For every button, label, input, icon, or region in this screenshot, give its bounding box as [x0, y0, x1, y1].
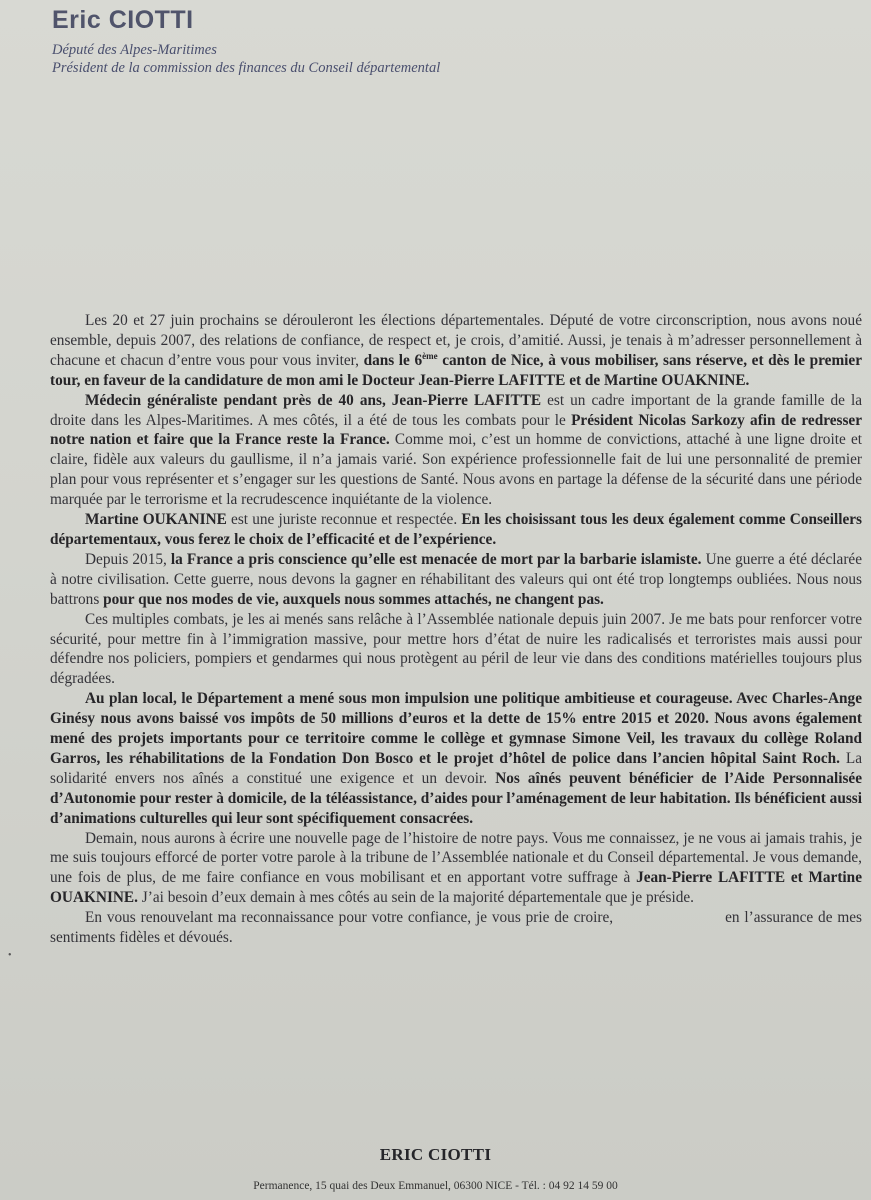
superscript: ème: [422, 350, 438, 361]
bold-text: dans le 6: [363, 351, 423, 369]
bold-text: canton de Nice, à vous mobiliser, sans réserve, et dès le premier tour, en faveur de la candidature de mon ami le Docteur Jean-Pierre LAFITTE et de Martine OUAKNINE.: [50, 351, 863, 389]
paragraph-demain: [50, 829, 862, 909]
paragraph-text: J’ai besoin d’eux demain à mes côtés au sein de la majorité départementale que je préside.: [137, 889, 694, 907]
bold-text: Jean-Pierre LAFITTE et Martine OUAKNINE.: [50, 869, 862, 907]
paragraph-text: Ces multiples combats, je les ai menés sans relâche à l’Assemblée nationale depuis juin 2007. Je me bats pour renforcer votre sécurité, pour mettre fin à l’immigration massive, pour mettre hors d’état de nuire les radicalisés et terroristes mais aussi pour défendre nos policiers, pompiers et gendarmes qui nous protègent au péril de leur vie dans des conditions matérielles toujours plus dégradées.: [50, 610, 862, 688]
letterhead-title-president: Président de la commission des finances du Conseil départemental: [52, 60, 441, 76]
paragraph-oukanine: [50, 510, 862, 550]
footer-address: Permanence, 15 quai des Deux Emmanuel, 06300 NICE - Tél. : 04 92 14 59 00: [253, 1180, 618, 1192]
paragraph-lafitte: [50, 391, 862, 510]
paragraph-2015: [50, 550, 862, 610]
paragraph-text: est un cadre important de la grande famille de la droite dans les Alpes-Maritimes. A mes côtés, il a été de tous les combats pour le: [50, 391, 863, 429]
paragraph-closing: [50, 908, 862, 948]
paragraph-text: En vous renouvelant ma reconnaissance pour votre confiance, je vous prie de croire,: [85, 909, 614, 927]
paragraph-local: [50, 689, 862, 828]
signature-name: ERIC CIOTTI: [379, 1145, 492, 1164]
paragraph-text: en l’assurance de mes sentiments fidèles et dévoués.: [50, 909, 862, 947]
paragraph-combats: [50, 610, 862, 690]
paragraph-text: Demain, nous aurons à écrire une nouvelle page de l’histoire de notre pays. Vous me connaissez, je ne vous ai jamais trahis, je me suis toujours efforcé de porter votre parole à la tribune de l’Assemblée nationale et du Conseil départemental. Je vous demande, une fois de plus, de me faire confiance en vous mobilisant et en apportant votre suffrage à: [50, 829, 862, 887]
bold-text: Au plan local, le Département a mené sous mon impulsion une politique ambitieuse et courageuse. Avec Charles-Ange Ginésy nous avons baissé vos impôts de 50 millions d’euros et la dette de 15% entre 2015 et 2020. Nous avons également mené des projets importants pour ce territoire comme le collège et gymnase Simone Veil, les travaux du collège Roland Garros, les réhabilitations de la Fondation Don Bosco et le projet d’hôtel de police dans l’ancien hôpital Saint Roch.: [50, 690, 862, 767]
paragraph-text: Comme moi, c’est un homme de convictions, attaché à une ligne droite et claire, fidèle aux valeurs du gaullisme, il n’a jamais varié. Son expérience professionnelle fait de lui une personnalité de premier plan pour vous représenter et s’engager sur les questions de Santé. Nous avons en partage la défense de la sécurité dans une période marquée par le terrorisme et la recrudescence inquiétante de la violence.: [50, 431, 862, 509]
bold-text: Président Nicolas Sarkozy afin de redresser notre nation et faire que la France reste la France.: [50, 411, 862, 449]
bold-text: Martine OUKANINE: [85, 511, 227, 529]
bold-text: En les choisissant tous les deux également comme Conseillers départementaux, vous ferez le choix de l’efficacité et de l’expérience.: [50, 511, 862, 548]
paragraph-text: Les 20 et 27 juin prochains se dérouleront les élections départementales. Député de votre circonscription, nous avons noué ensemble, depuis 2007, des relations de confiance, de respect et, je crois, d’amitié. Aussi, je tenais à m’adresser personnellement à chacune et chacun d’entre vous pour vous inviter,: [50, 312, 862, 369]
margin-mark: •: [8, 950, 12, 961]
letterhead-title-deputy: Député des Alpes-Maritimes: [52, 42, 217, 58]
bold-text: pour que nos modes de vie, auxquels nous sommes attachés, ne changent pas.: [103, 590, 604, 608]
bold-text: la France a pris conscience qu’elle est menacée de mort par la barbarie islamiste.: [170, 550, 702, 568]
paragraph-text: est une juriste reconnue et respectée.: [226, 511, 462, 529]
paragraph-intro: [50, 311, 862, 391]
letterhead: [52, 6, 772, 77]
letterhead-name: Eric CIOTTI: [52, 6, 194, 34]
bold-text: Nos aînés peuvent bénéficier de l’Aide Personnalisée d’Autonomie pour rester à domicile, de la téléassistance, d’aides pour l’aménagement de leur habitation. Ils bénéficient aussi d’animations culturelles qui leur sont spécifiquement consacrées.: [50, 769, 862, 827]
bold-text: Médecin généraliste pendant près de 40 ans, Jean-Pierre LAFITTE: [85, 391, 542, 409]
paragraph-text: Une guerre a été déclarée à notre civilisation. Cette guerre, nous devons la gagner en réhabilitant des valeurs qui ont été trop longtemps oubliées. Nous nous battrons: [50, 550, 862, 608]
paragraph-text: La solidarité envers nos aînés a constitué une exigence et un devoir.: [50, 749, 862, 787]
paragraph-text: Depuis 2015,: [85, 550, 171, 568]
letter-body: [50, 311, 862, 948]
